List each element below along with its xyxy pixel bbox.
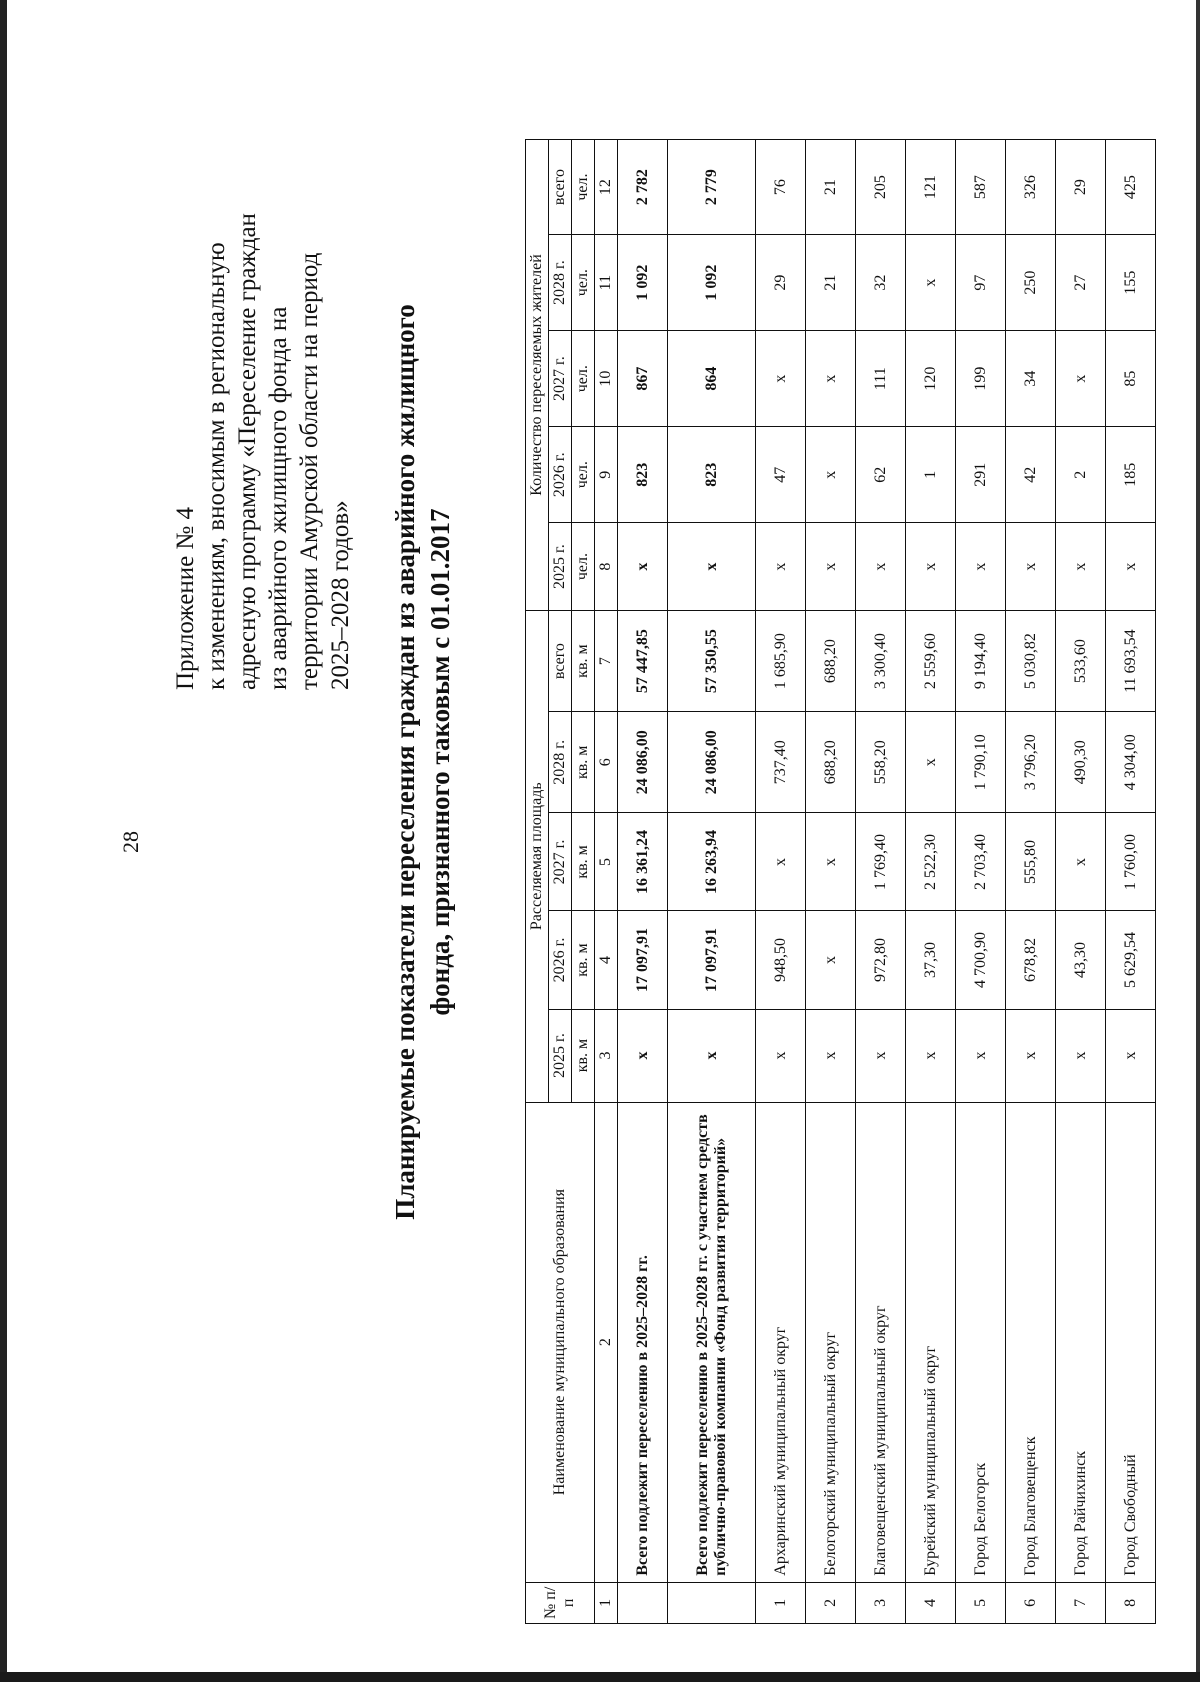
value-cell: x	[1056, 331, 1106, 427]
value-cell: 57 350,55	[668, 610, 756, 711]
value-cell: 490,30	[1056, 712, 1106, 813]
value-cell: 21	[806, 140, 856, 235]
row-number	[668, 1582, 756, 1623]
value-cell: 533,60	[1056, 610, 1106, 711]
header-unit: чел.	[572, 427, 595, 523]
value-cell: x	[956, 523, 1006, 611]
header-year: 2025 г.	[549, 1009, 572, 1102]
value-cell: 27	[1056, 235, 1106, 331]
table-row	[906, 140, 956, 1624]
municipality-name: Всего подлежит переселению в 2025–2028 гг. с участием средств публично-правовой компании «Фонд развития территорий»	[668, 1102, 756, 1582]
appendix-line: адресную программу «Переселение граждан	[234, 213, 261, 690]
table-row	[756, 140, 806, 1624]
header-unit: кв. м	[572, 712, 595, 813]
table-row	[1106, 140, 1156, 1624]
value-cell: 16 361,24	[618, 813, 668, 911]
value-cell: 1	[906, 427, 956, 523]
column-number: 8	[595, 523, 618, 611]
value-cell: x	[1056, 813, 1106, 911]
value-cell: 2 779	[668, 140, 756, 235]
value-cell: 3 796,20	[1006, 712, 1056, 813]
header-people-group: Количество переселяемых жителей	[526, 140, 549, 611]
value-cell: x	[756, 813, 806, 911]
municipality-name: Город Белогорск	[956, 1102, 1006, 1582]
value-cell: 24 086,00	[668, 712, 756, 813]
value-cell: x	[806, 331, 856, 427]
value-cell: 823	[618, 427, 668, 523]
value-cell: 9 194,40	[956, 610, 1006, 711]
value-cell: 4 700,90	[956, 911, 1006, 1009]
value-cell: 120	[906, 331, 956, 427]
municipality-name: Всего подлежит переселению в 2025–2028 гг.	[618, 1102, 668, 1582]
value-cell: 2 703,40	[956, 813, 1006, 911]
value-cell: 185	[1106, 427, 1156, 523]
header-year: 2028 г.	[549, 235, 572, 331]
header-year: 2028 г.	[549, 712, 572, 813]
value-cell: 34	[1006, 331, 1056, 427]
header-unit: чел.	[572, 235, 595, 331]
header-name: Наименование муниципального образования	[526, 1102, 595, 1582]
municipality-name: Бурейский муниципальный округ	[906, 1102, 956, 1582]
row-number	[618, 1582, 668, 1623]
value-cell: 2 559,60	[906, 610, 956, 711]
value-cell: 1 769,40	[856, 813, 906, 911]
column-number: 9	[595, 427, 618, 523]
document-title	[388, 262, 458, 1262]
value-cell: x	[618, 1009, 668, 1102]
header-year: 2027 г.	[549, 813, 572, 911]
header-unit: кв. м	[572, 1009, 595, 1102]
value-cell: x	[668, 1009, 756, 1102]
value-cell: 121	[906, 140, 956, 235]
table-row	[618, 140, 668, 1624]
column-number: 3	[595, 1009, 618, 1102]
page-number: 28	[118, 831, 143, 853]
row-number: 3	[856, 1582, 906, 1623]
value-cell: 29	[1056, 140, 1106, 235]
title-line-2: фонда, признанного таковым с 01.01.2017	[425, 508, 455, 1016]
value-cell: 688,20	[806, 712, 856, 813]
value-cell: 425	[1106, 140, 1156, 235]
table-body	[618, 140, 1156, 1624]
value-cell: 47	[756, 427, 806, 523]
value-cell: x	[1106, 523, 1156, 611]
header-unit: кв. м	[572, 813, 595, 911]
value-cell: 43,30	[1056, 911, 1106, 1009]
header-unit: чел.	[572, 331, 595, 427]
row-number: 2	[806, 1582, 856, 1623]
value-cell: 42	[1006, 427, 1056, 523]
value-cell: 2	[1056, 427, 1106, 523]
value-cell: x	[756, 331, 806, 427]
value-cell: x	[806, 523, 856, 611]
value-cell: 1 685,90	[756, 610, 806, 711]
value-cell: 76	[756, 140, 806, 235]
value-cell: 1 092	[668, 235, 756, 331]
header-total: всего	[549, 140, 572, 235]
value-cell: 37,30	[906, 911, 956, 1009]
value-cell: 17 097,91	[668, 911, 756, 1009]
value-cell: 291	[956, 427, 1006, 523]
column-number: 6	[595, 712, 618, 813]
header-num: № п/п	[526, 1582, 595, 1623]
value-cell: 2 782	[618, 140, 668, 235]
value-cell: 1 092	[618, 235, 668, 331]
header-unit: кв. м	[572, 911, 595, 1009]
municipality-name: Белогорский муниципальный округ	[806, 1102, 856, 1582]
value-cell: x	[906, 712, 956, 813]
value-cell: 2 522,30	[906, 813, 956, 911]
value-cell: 5 030,82	[1006, 610, 1056, 711]
value-cell: 823	[668, 427, 756, 523]
header-year: 2026 г.	[549, 427, 572, 523]
value-cell: x	[1106, 1009, 1156, 1102]
value-cell: 97	[956, 235, 1006, 331]
value-cell: 205	[856, 140, 906, 235]
header-area-group: Расселяемая площадь	[526, 610, 549, 1102]
value-cell: x	[756, 523, 806, 611]
header-year: 2025 г.	[549, 523, 572, 611]
appendix-note	[170, 130, 356, 690]
value-cell: 867	[618, 331, 668, 427]
column-number: 4	[595, 911, 618, 1009]
value-cell: 972,80	[856, 911, 906, 1009]
value-cell: 1 760,00	[1106, 813, 1156, 911]
value-cell: 85	[1106, 331, 1156, 427]
header-total: всего	[549, 610, 572, 711]
municipality-name: Город Райчихинск	[1056, 1102, 1106, 1582]
value-cell: 111	[856, 331, 906, 427]
municipality-name: Благовещенский муниципальный округ	[856, 1102, 906, 1582]
appendix-line: к изменениям, вносимым в региональную	[203, 242, 230, 690]
row-number: 7	[1056, 1582, 1106, 1623]
row-number: 4	[906, 1582, 956, 1623]
value-cell: x	[856, 1009, 906, 1102]
table-row	[1006, 140, 1056, 1624]
value-cell: 678,82	[1006, 911, 1056, 1009]
appendix-line: Приложение № 4	[172, 506, 199, 690]
value-cell: 3 300,40	[856, 610, 906, 711]
row-number: 8	[1106, 1582, 1156, 1623]
table-row	[806, 140, 856, 1624]
value-cell: x	[1056, 1009, 1106, 1102]
value-cell: 250	[1006, 235, 1056, 331]
value-cell: x	[1006, 1009, 1056, 1102]
value-cell: x	[1056, 523, 1106, 611]
value-cell: 558,20	[856, 712, 906, 813]
header-row-groups	[526, 140, 549, 1624]
column-number: 10	[595, 331, 618, 427]
municipality-name: Город Благовещенск	[1006, 1102, 1056, 1582]
value-cell: 737,40	[756, 712, 806, 813]
value-cell: 5 629,54	[1106, 911, 1156, 1009]
value-cell: x	[756, 1009, 806, 1102]
header-row-colnumbers	[595, 140, 618, 1624]
value-cell: 57 447,85	[618, 610, 668, 711]
appendix-line: 2025–2028 годов»	[327, 500, 354, 690]
table-row	[956, 140, 1006, 1624]
value-cell: 326	[1006, 140, 1056, 235]
column-number: 12	[595, 140, 618, 235]
value-cell: 155	[1106, 235, 1156, 331]
value-cell: x	[906, 523, 956, 611]
table-row	[1056, 140, 1106, 1624]
value-cell: x	[806, 1009, 856, 1102]
appendix-line: территории Амурской области на период	[296, 252, 323, 690]
row-number: 6	[1006, 1582, 1056, 1623]
appendix-line: из аварийного жилищного фонда на	[265, 306, 292, 690]
value-cell: 62	[856, 427, 906, 523]
resettlement-table	[525, 139, 1156, 1624]
value-cell: 4 304,00	[1106, 712, 1156, 813]
value-cell: x	[618, 523, 668, 611]
value-cell: x	[668, 523, 756, 611]
value-cell: 1 790,10	[956, 712, 1006, 813]
row-number: 5	[956, 1582, 1006, 1623]
table-row	[856, 140, 906, 1624]
value-cell: x	[906, 1009, 956, 1102]
municipality-name: Архаринский муниципальный округ	[756, 1102, 806, 1582]
column-number: 2	[595, 1102, 618, 1582]
value-cell: 864	[668, 331, 756, 427]
value-cell: x	[806, 813, 856, 911]
title-line-1: Планируемые показатели переселения граждан из аварийного жилищного	[390, 304, 420, 1220]
value-cell: 587	[956, 140, 1006, 235]
column-number: 11	[595, 235, 618, 331]
value-cell: x	[806, 427, 856, 523]
header-unit: чел.	[572, 523, 595, 611]
municipality-name: Город Свободный	[1106, 1102, 1156, 1582]
value-cell: 21	[806, 235, 856, 331]
value-cell: 11 693,54	[1106, 610, 1156, 711]
header-unit: чел.	[572, 140, 595, 235]
table-row	[668, 140, 756, 1624]
value-cell: x	[906, 235, 956, 331]
value-cell: 32	[856, 235, 906, 331]
value-cell: 948,50	[756, 911, 806, 1009]
value-cell: 688,20	[806, 610, 856, 711]
value-cell: 555,80	[1006, 813, 1056, 911]
value-cell: 24 086,00	[618, 712, 668, 813]
column-number: 5	[595, 813, 618, 911]
row-number: 1	[756, 1582, 806, 1623]
header-year: 2027 г.	[549, 331, 572, 427]
column-number: 1	[595, 1582, 618, 1623]
header-unit: кв. м	[572, 610, 595, 711]
value-cell: 29	[756, 235, 806, 331]
value-cell: x	[856, 523, 906, 611]
value-cell: 199	[956, 331, 1006, 427]
header-year: 2026 г.	[549, 911, 572, 1009]
value-cell: x	[1006, 523, 1056, 611]
value-cell: 17 097,91	[618, 911, 668, 1009]
value-cell: 16 263,94	[668, 813, 756, 911]
value-cell: x	[956, 1009, 1006, 1102]
column-number: 7	[595, 610, 618, 711]
value-cell: x	[806, 911, 856, 1009]
